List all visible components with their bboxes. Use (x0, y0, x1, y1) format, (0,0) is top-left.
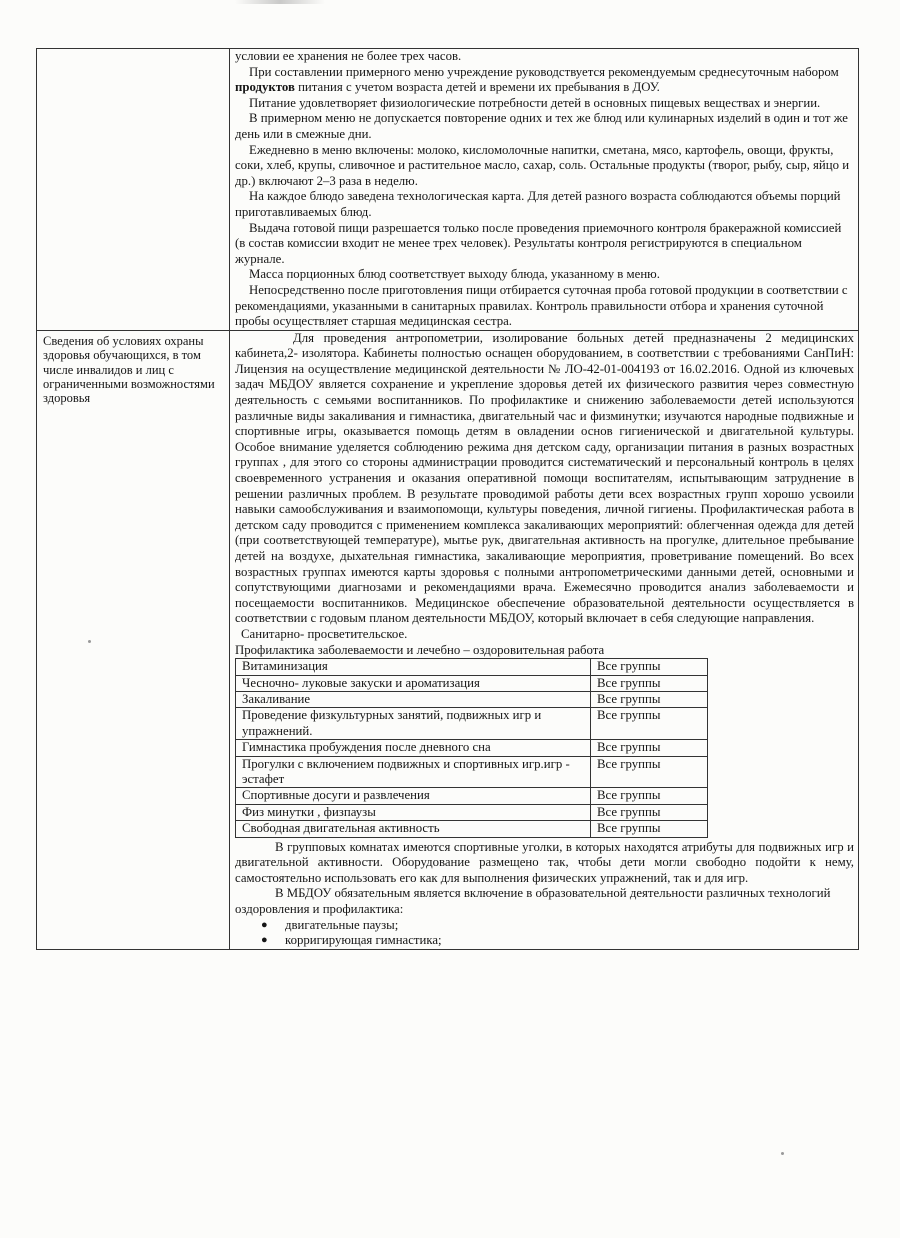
table-row-health (37, 330, 859, 949)
section-label: Сведения об условиях охраны здоровья обучающихся, в том числе инвалидов и лиц с ограниченными возможностями здоровья (43, 333, 215, 406)
direction-sanitary: Санитарно- просветительское. (241, 626, 408, 641)
measure-cell: Свободная двигательная активность (236, 821, 591, 837)
list-item-text: корригирующая гимнастика; (285, 933, 442, 948)
measure-cell: Спортивные досуги и развлечения (236, 788, 591, 804)
paragraph: Питание удовлетворяет физиологические потребности детей в основных пищевых веществах и энергии. (249, 95, 821, 110)
paragraph: Масса порционных блюд соответствует выходу блюда, указанному в меню. (249, 267, 660, 282)
measures-table (235, 658, 708, 837)
table-row (236, 804, 708, 820)
health-paragraph: Для проведения антропометрии, изолирование больных детей предназначены 2 медицинских кабинета,2- изолятора. Кабинеты полностью оснащен оборудованием, в соответствии с требованиями СанПиН: Лицензия на осуществление медицинской деятельности № ЛО-42-01-004193 от 16.02.2016. Одной из ключевых задач МБДОУ является сохранение и укрепление здоровья детей их физического развития через совместную деятельность с семьями воспитанников. По профилактике и снижению заболеваемости детей используются различные виды закаливания и гимнастика, двигательный час и физминутки; изучаются народные подвижные и спортивные игры, оказывается помощь детям в овладении основ гигиенической и двигательной культуры. Особое внимание уделяется соблюдению режима дня детском саду, организации питания в разных возрастных группах , для этого со стороны администрации проводится систематический и персональный контроль в целях своевременного устранения и оказания оперативной помощи воспитателям, испытывающим затруднение в решении различных проблем. В результате проводимой работы дети всех возрастных групп хорошо усвоили навыки самообслуживания и взаимопомощи, культуры поведения, личной гигиены. Профилактическая работа в детском саду проводится с применением комплекса закаливающих мероприятий: облегченная одежда для детей (при соответствующей температуре), мытье рук, двигательная активность на прогулке, длительное пребывание детей на воздухе, дыхательная гимнастика, закаливающие мероприятия, проветривание помещений. Во всех возрастных группах имеются карты здоровья с полными антропометрическими данными детей, основными и сопутствующими диагнозами и рекомендациями врача. Ежемесячно проводится анализ заболеваемости и посещаемости воспитанников. Медицинское обеспечение образовательной деятельности осуществляется в соответствии с годовым планом деятельности МБДОУ, который включает в себя следующие направления. (235, 330, 854, 626)
section-label-cell (37, 330, 230, 949)
table-row (236, 691, 708, 707)
health-content-cell (230, 330, 859, 949)
table-row (236, 659, 708, 675)
empty-label-cell (37, 49, 230, 331)
bullet-icon: ● (261, 918, 268, 931)
info-table (36, 48, 859, 950)
measure-cell: Витаминизация (236, 659, 591, 675)
scan-speck (781, 1152, 784, 1155)
sport-corners-paragraph: В групповых комнатах имеются спортивные уголки, в которых находятся атрибуты для подвижных игр и двигательной активности. Оборудование размещено так, чтобы дети могли свободно подойти к нему, самостоятельно использовать его как для выполнения физических упражнений, так и для игр. (235, 839, 854, 885)
groups-cell: Все группы (591, 804, 708, 820)
measure-cell: Проведение физкультурных занятий, подвижных игр и упражнений. (236, 708, 591, 740)
direction-prevention: Профилактика заболеваемости и лечебно – оздоровительная работа (235, 642, 605, 657)
list-item-text: двигательные паузы; (285, 917, 399, 932)
scan-artifact (235, 0, 325, 4)
nutrition-content-cell (230, 49, 859, 331)
bold-word: продуктов (235, 80, 295, 95)
measure-cell: Гимнастика пробуждения после дневного сна (236, 740, 591, 756)
measure-cell: Закаливание (236, 691, 591, 707)
groups-cell: Все группы (591, 708, 708, 740)
table-row (236, 821, 708, 837)
groups-cell: Все группы (591, 740, 708, 756)
paragraph: Ежедневно в меню включены: молоко, кисломолочные напитки, сметана, мясо, картофель, овощи, фрукты, соки, хлеб, крупы, сливочное и растительное масло, сахар, соль. Остальные продукты (творог, рыбу, сыр, яйцо и др.) включают 2–3 раза в неделю. (235, 142, 850, 188)
list-item (261, 918, 854, 934)
table-row (236, 788, 708, 804)
paragraph: На каждое блюдо заведена технологическая карта. Для детей разного возраста соблюдаются объемы порций приготавливаемых блюд. (235, 189, 841, 219)
measure-cell: Физ минутки , физпаузы (236, 804, 591, 820)
paragraph: Выдача готовой пищи разрешается только после проведения приемочного контроля бракеражной комиссией (в состав комиссии входит не менее трех человек). Результаты контроля регистрируются в специальном журнале. (235, 220, 842, 266)
groups-cell: Все группы (591, 821, 708, 837)
table-row-nutrition (37, 49, 859, 331)
bullet-icon: ● (261, 934, 268, 947)
table-row (236, 675, 708, 691)
technologies-paragraph: В МБДОУ обязательным является включение в образовательной деятельности различных технологий оздоровления и профилактика: (235, 886, 831, 916)
table-row (236, 740, 708, 756)
measure-cell: Прогулки с включением подвижных и спортивных игр.игр - эстафет (236, 756, 591, 788)
measure-cell: Чесночно- луковые закуски и ароматизация (236, 675, 591, 691)
table-row (236, 756, 708, 788)
paragraph: При составлении примерного меню учреждение руководствуется рекомендуемым среднесуточным набором продуктов питания с учетом возраста детей и времени их пребывания в ДОУ. (235, 64, 839, 95)
groups-cell: Все группы (591, 659, 708, 675)
paragraph: В примерном меню не допускается повторение одних и тех же блюд или кулинарных изделий в один и тот же день или в смежные дни. (235, 111, 848, 141)
table-row (236, 708, 708, 740)
groups-cell: Все группы (591, 691, 708, 707)
list-item (261, 933, 854, 949)
groups-cell: Все группы (591, 756, 708, 788)
technologies-list (235, 918, 854, 949)
groups-cell: Все группы (591, 675, 708, 691)
groups-cell: Все группы (591, 788, 708, 804)
paragraph: условии ее хранения не более трех часов. (235, 49, 462, 63)
paragraph: Непосредственно после приготовления пищи отбирается суточная проба готовой продукции в соответствии с рекомендациями, указанными в санитарных правилах. Контроль правильности отбора и хранения суточной пробы осуществляет старшая медицинская сестра. (235, 282, 848, 329)
